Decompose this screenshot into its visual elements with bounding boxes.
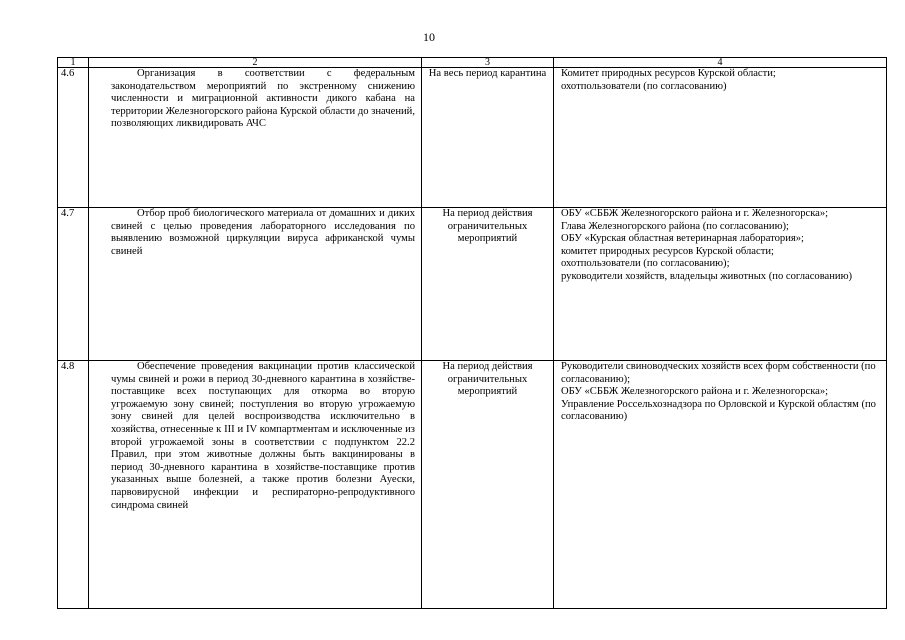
row-number: 4.8 — [58, 361, 89, 609]
responsible-line: охотпользователи (по согласованию) — [561, 80, 727, 92]
table-row — [58, 361, 887, 609]
responsible-line: ОБУ «СББЖ Железногорского района и г. Железногорска»; — [561, 386, 829, 398]
responsible-line: Комитет природных ресурсов Курской области; — [561, 68, 776, 79]
column-header-2: 2 — [89, 58, 422, 68]
measures-table — [57, 57, 887, 609]
measure-text: Отбор проб биологического материала от домашних и диких свиней с целью проведения лабораторного исследования по выявлению возможной циркуляции вируса африканской чумы свиней — [89, 208, 422, 361]
table-header-row — [58, 58, 887, 68]
row-number: 4.6 — [58, 68, 89, 208]
table-row — [58, 208, 887, 361]
column-header-1: 1 — [58, 58, 89, 68]
measure-text: Обеспечение проведения вакцинации против классической чумы свиней и рожи в период 30-дневного карантина в хозяйстве-поставщике всех поступающих для откорма во вторую угрожаемую зону свиней; поступления во вторую угрожаемую зону свиней для целей воспроизводства исключительно в хозяйства, отнесенные к III и IV компартментам и исключенные из второй угрожаемой зоны в соответствии с подпунктом 22.2 Правил, при этом животные должны быть вакцинированы в период 30-дневного карантина в хозяйстве-поставщике против указанных выше болезней, а также против болезни Ауески, парвовирусной инфекции и респираторно-репродуктивного синдрома свиней — [89, 361, 422, 609]
column-header-4: 4 — [554, 58, 887, 68]
responsible-line: охотпользователи (по согласованию); — [561, 258, 730, 270]
responsible-cell — [554, 208, 887, 361]
responsible-line: Руководители свиноводческих хозяйств всех форм собственности (по согласованию); — [561, 361, 876, 385]
responsible-line: ОБУ «Курская областная ветеринарная лаборатория»; — [561, 233, 804, 245]
period-text: На период действия ограничительных мероприятий — [422, 361, 554, 609]
responsible-line: руководители хозяйств, владельцы животных (по согласованию) — [561, 270, 853, 282]
row-number: 4.7 — [58, 208, 89, 361]
responsible-line: ОБУ «СББЖ Железногорского района и г. Железногорска»; — [561, 208, 829, 219]
page-number: 10 — [423, 30, 435, 44]
responsible-line: Глава Железногорского района (по согласованию); — [561, 220, 789, 232]
measure-text: Организация в соответствии с федеральным законодательством мероприятий по экстренному снижению численности и миграционной активности дикого кабана на территории Железногорского района Курской области до значений, позволяющих ликвидировать АЧС — [89, 68, 422, 208]
responsible-line: Управление Россельхознадзора по Орловской и Курской областям (по согласованию) — [561, 398, 876, 423]
period-text: На период действия ограничительных мероприятий — [422, 208, 554, 361]
period-text: На весь период карантина — [422, 68, 554, 208]
responsible-cell — [554, 68, 887, 208]
responsible-cell — [554, 361, 887, 609]
responsible-line: комитет природных ресурсов Курской области; — [561, 245, 774, 257]
column-header-3: 3 — [422, 58, 554, 68]
table-row — [58, 68, 887, 208]
